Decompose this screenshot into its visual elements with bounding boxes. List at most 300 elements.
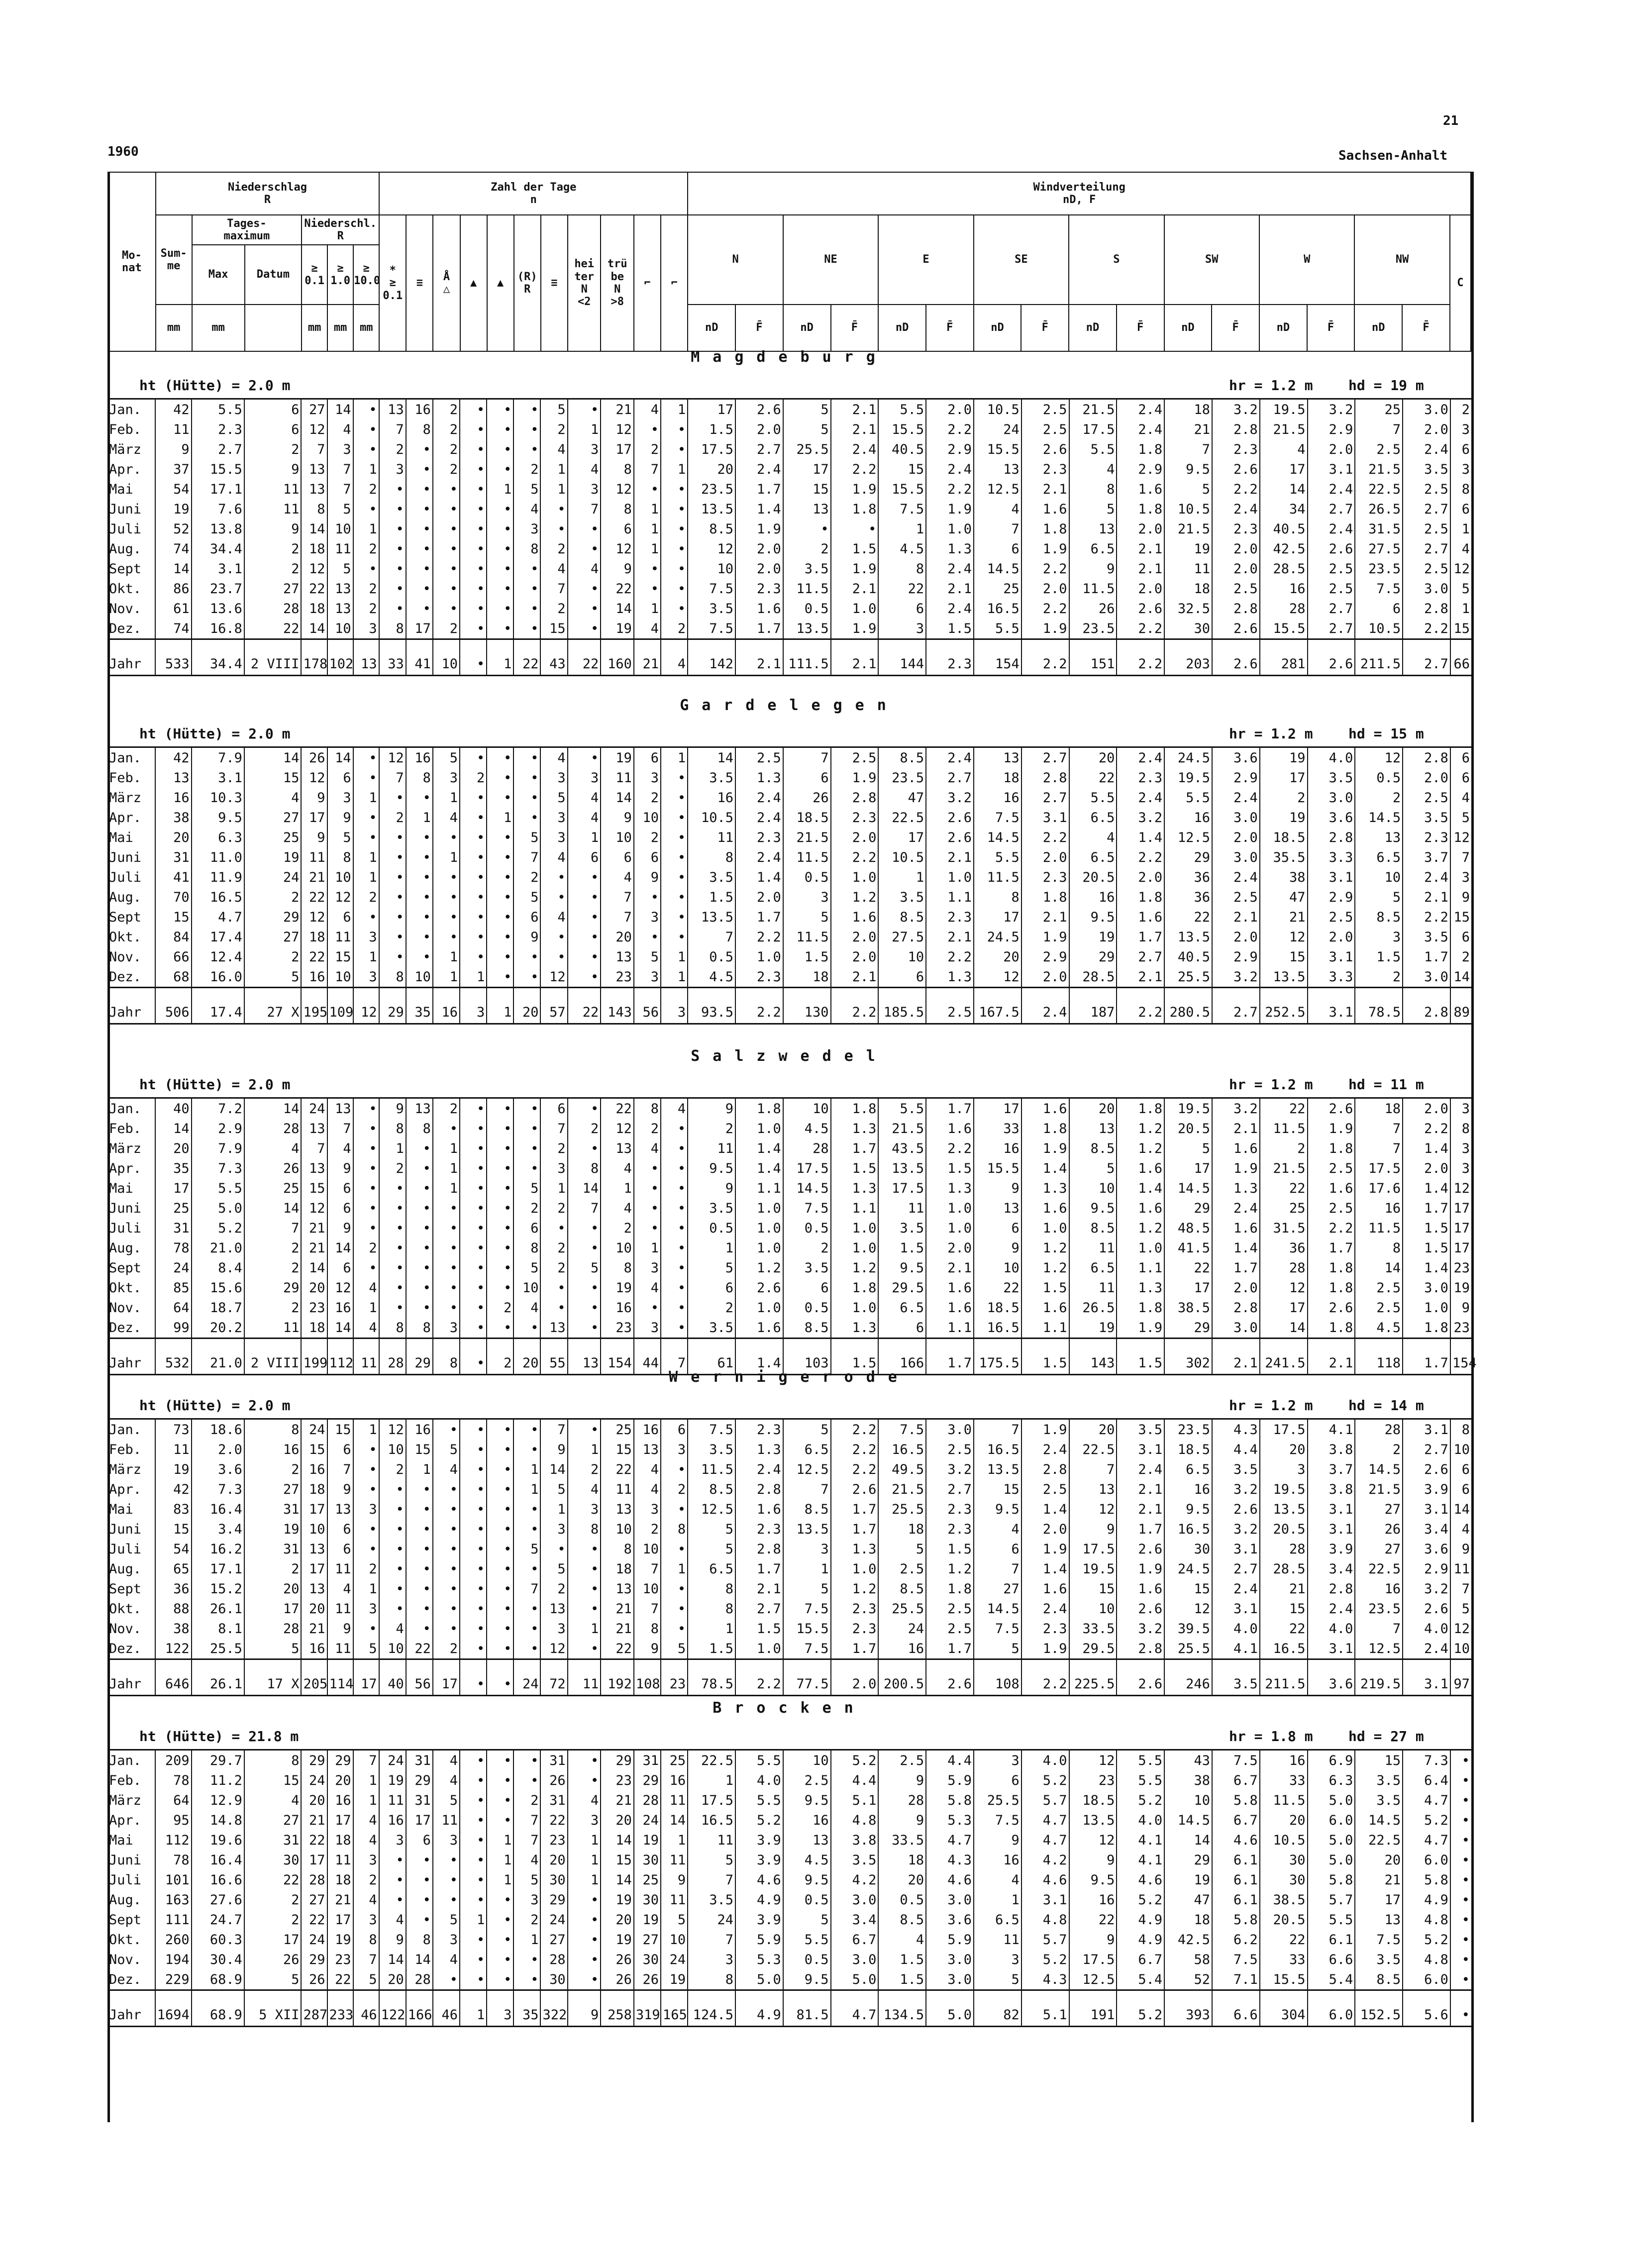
table-cell: 154 (1450, 1339, 1471, 1375)
table-cell: 2.8 (1308, 827, 1355, 847)
table-cell: • (487, 827, 513, 847)
table-cell: 2 (568, 1119, 601, 1138)
table-cell: 12.5 (688, 1499, 735, 1519)
table-cell: 2.4 (926, 459, 974, 479)
table-cell: • (1450, 1910, 1471, 1930)
table-cell: 2.4 (1117, 788, 1164, 808)
header-trube: trü be N >8 (601, 215, 634, 351)
table-cell: 2.4 (926, 747, 974, 768)
table-cell: 2 (353, 539, 379, 559)
table-cell: 4 (353, 1830, 379, 1850)
table-cell: • (487, 1278, 513, 1298)
table-cell: 3 (353, 619, 379, 639)
table-cell: • (433, 1559, 460, 1579)
header-unit-r01: mm (302, 305, 327, 351)
table-row (107, 1659, 1471, 1696)
table-cell: 27.5 (1355, 539, 1403, 559)
table-cell: 7.5 (1355, 1930, 1403, 1950)
table-cell: 2 (433, 439, 460, 459)
table-cell: 2.0 (1212, 539, 1260, 559)
table-cell: • (540, 887, 567, 907)
table-cell: 40.5 (878, 439, 926, 459)
table-cell: 1.6 (1117, 1158, 1164, 1178)
table-cell: 12 (1355, 747, 1403, 768)
table-cell: • (661, 887, 688, 907)
table-cell: 2.1 (1117, 539, 1164, 559)
table-cell: 11.5 (783, 927, 831, 947)
table-cell: • (353, 1098, 379, 1119)
table-cell: 6.5 (1069, 539, 1117, 559)
table-cell: 2.6 (1117, 1599, 1164, 1619)
table-cell: 3.4 (192, 1519, 244, 1539)
table-cell: 2.2 (1403, 619, 1450, 639)
table-cell: 3 (1450, 1138, 1471, 1158)
table-cell: • (460, 1198, 487, 1218)
table-cell: 154 (974, 639, 1021, 676)
table-cell: 1 (353, 1298, 379, 1318)
table-cell: 26 (301, 1969, 327, 1990)
table-cell: 4 (974, 1870, 1021, 1890)
table-cell: 7 (661, 1339, 688, 1375)
table-cell: 13.5 (783, 1519, 831, 1539)
table-cell: 1.7 (831, 1499, 879, 1519)
table-cell: • (406, 947, 433, 967)
table-cell: 22 (327, 1969, 353, 1990)
table-cell: • (1450, 1810, 1471, 1830)
month-label: Juni (109, 1521, 142, 1537)
table-cell: 1 (661, 947, 688, 967)
table-cell: • (661, 847, 688, 867)
table-cell: 4.0 (735, 1770, 783, 1790)
table-cell: 1.3 (831, 1119, 879, 1138)
table-cell: 5.7 (1021, 1930, 1069, 1950)
table-cell: 506 (155, 988, 192, 1024)
table-cell: • (661, 1499, 688, 1519)
table-cell: 5 (433, 1910, 460, 1930)
table-cell: 1.5 (926, 1539, 974, 1559)
table-cell: 11.0 (192, 847, 244, 867)
table-cell: 14.5 (1164, 1178, 1212, 1198)
table-cell: 1.4 (1403, 1178, 1450, 1198)
table-cell: 17.6 (1355, 1178, 1403, 1198)
table-cell: 5 (244, 967, 302, 988)
table-cell: 25 (1260, 1198, 1308, 1218)
table-cell: 2.8 (831, 788, 879, 808)
table-cell: 20.5 (1164, 1119, 1212, 1138)
table-cell: • (487, 1910, 513, 1930)
table-cell: 2.3 (1212, 439, 1260, 459)
table-cell: 2.5 (1355, 1298, 1403, 1318)
table-cell: 13.8 (192, 519, 244, 539)
table-cell: 1.4 (735, 1158, 783, 1178)
table-cell: 2.2 (1403, 907, 1450, 927)
table-cell: 16.5 (1260, 1639, 1308, 1659)
table-cell: 20 (688, 459, 735, 479)
table-cell: 2.2 (831, 1440, 879, 1459)
table-cell: 2.7 (926, 1479, 974, 1499)
table-cell: 6 (568, 847, 601, 867)
table-cell: 6.3 (192, 827, 244, 847)
table-cell: • (379, 1178, 406, 1198)
table-cell: 3.5 (688, 768, 735, 788)
table-cell: 9 (634, 867, 661, 887)
table-cell: 13 (353, 639, 379, 676)
table-cell: • (487, 1619, 513, 1639)
table-cell: 2.2 (1403, 1119, 1450, 1138)
table-cell: 35 (513, 1990, 540, 2027)
table-cell: 19.5 (1164, 1098, 1212, 1119)
table-cell: • (487, 947, 513, 967)
table-cell: 4.8 (1021, 1910, 1069, 1930)
table-cell: 6 (244, 399, 302, 420)
table-cell: 4 (540, 847, 567, 867)
table-cell: • (433, 1969, 460, 1990)
table-cell: 2.5 (1021, 1479, 1069, 1499)
header-dir-e: E (878, 215, 973, 305)
table-cell: 8 (379, 967, 406, 988)
table-row (107, 1119, 1471, 1138)
table-cell: 25.5 (192, 1639, 244, 1659)
table-cell: 20 (540, 1850, 567, 1870)
table-cell: 1.6 (735, 1318, 783, 1339)
table-cell: 30 (540, 1870, 567, 1890)
header-f: F̄ (1307, 305, 1355, 351)
table-cell: 64 (155, 1790, 192, 1810)
table-cell: 17 X (244, 1659, 302, 1696)
table-cell: • (487, 967, 513, 988)
table-cell: • (568, 1238, 601, 1258)
table-cell: 24 (974, 419, 1021, 439)
table-cell: 1 (460, 967, 487, 988)
table-cell: 19 (1069, 1318, 1117, 1339)
table-row (107, 1639, 1471, 1659)
table-cell: 229 (155, 1969, 192, 1990)
table-cell: 6 (634, 847, 661, 867)
table-cell: • (406, 1910, 433, 1930)
table-cell: 12 (540, 967, 567, 988)
table-cell: 23.5 (688, 479, 735, 499)
table-cell: 31.5 (1355, 519, 1403, 539)
table-row (107, 579, 1471, 599)
table-cell: 12 (301, 559, 327, 579)
header-max: Max (192, 245, 245, 305)
table-cell: 3.5 (1212, 1459, 1260, 1479)
table-cell: 3.6 (1308, 1659, 1355, 1696)
table-cell: 3 (568, 768, 601, 788)
table-cell: 4 (1450, 788, 1471, 808)
table-cell: • (460, 1969, 487, 1990)
table-cell: 21 (301, 1810, 327, 1830)
table-cell: 6.7 (1212, 1810, 1260, 1830)
month-label: Jan. (109, 1101, 142, 1117)
table-cell: 1 (487, 639, 513, 676)
table-cell: 1 (568, 1619, 601, 1639)
table-cell: 9 (1450, 1298, 1471, 1318)
header-dir-n: N (688, 215, 783, 305)
table-cell: • (1450, 1950, 1471, 1969)
table-cell: 3.2 (1212, 399, 1260, 420)
table-cell: 7.5 (878, 499, 926, 519)
table-cell: 6 (601, 519, 634, 539)
table-row (107, 1619, 1471, 1639)
table-cell: • (406, 1218, 433, 1238)
table-cell: 16 (974, 788, 1021, 808)
table-cell: • (406, 1479, 433, 1499)
table-cell: 3 (433, 768, 460, 788)
table-cell: 5.5 (735, 1750, 783, 1771)
table-cell: 2.6 (1308, 539, 1355, 559)
table-cell: 111.5 (783, 639, 831, 676)
table-cell: 17 (301, 808, 327, 827)
table-cell: 3.9 (1308, 1539, 1355, 1559)
table-cell: 9.5 (1069, 907, 1117, 927)
table-cell: 6.6 (1308, 1950, 1355, 1969)
table-cell: 4.5 (1355, 1318, 1403, 1339)
month-label: Jan. (109, 1422, 142, 1438)
table-row (107, 1890, 1471, 1910)
table-cell: 2 (433, 399, 460, 420)
table-cell: 2.4 (1212, 1579, 1260, 1599)
table-cell: • (353, 747, 379, 768)
table-cell: 16.5 (974, 599, 1021, 619)
table-cell: 2.3 (1212, 519, 1260, 539)
table-row (107, 747, 1471, 768)
table-cell: 4 (661, 1098, 688, 1119)
table-cell: 2.6 (926, 808, 974, 827)
table-cell: 4 (433, 1770, 460, 1790)
table-cell: 27 (1355, 1539, 1403, 1559)
table-cell: 9 (327, 1479, 353, 1499)
table-row (107, 988, 1471, 1024)
table-cell: 3 (1260, 1459, 1308, 1479)
table-cell: 5 (1450, 1599, 1471, 1619)
table-cell: 5 (540, 399, 567, 420)
table-cell: • (487, 1519, 513, 1539)
table-cell: 15 (1260, 947, 1308, 967)
table-cell: 1.0 (735, 1218, 783, 1238)
table-cell: 18.5 (783, 808, 831, 827)
table-cell: 18.5 (974, 1298, 1021, 1318)
table-cell: • (513, 1950, 540, 1969)
table-cell: 2.6 (1117, 599, 1164, 619)
table-cell: 4 (601, 1158, 634, 1178)
month-label: Apr. (109, 1160, 142, 1176)
table-cell: 42.5 (1164, 1930, 1212, 1950)
table-cell: • (460, 1870, 487, 1890)
table-cell: 2.7 (735, 1599, 783, 1619)
table-cell: 20.5 (1260, 1519, 1308, 1539)
table-cell: • (460, 1579, 487, 1599)
table-cell: • (460, 1599, 487, 1619)
table-cell: 2.8 (735, 1539, 783, 1559)
table-cell: • (433, 539, 460, 559)
table-cell: 4 (601, 1198, 634, 1218)
table-cell: 4 (433, 1750, 460, 1771)
table-cell: 4 (1260, 439, 1308, 459)
table-cell: 281 (1260, 639, 1308, 676)
table-cell: • (568, 1910, 601, 1930)
table-cell: 1.3 (1117, 1278, 1164, 1298)
table-cell: 1 (568, 827, 601, 847)
table-cell: 15 (1069, 1579, 1117, 1599)
table-cell: 10 (379, 1440, 406, 1459)
table-cell: 12 (601, 479, 634, 499)
table-cell: 2.3 (926, 907, 974, 927)
table-cell: • (460, 1850, 487, 1870)
table-cell: 35 (155, 1158, 192, 1178)
table-cell: 2.5 (1403, 479, 1450, 499)
table-cell: • (661, 1218, 688, 1238)
month-label: Feb. (109, 1121, 142, 1136)
table-cell: 3 (540, 1619, 567, 1639)
table-cell: 21.5 (1260, 1158, 1308, 1178)
table-cell: 41 (155, 867, 192, 887)
station-hd: hd = 15 m (1348, 725, 1424, 742)
table-cell: 2.1 (1212, 907, 1260, 927)
table-cell: 17 (353, 1659, 379, 1696)
table-cell: 14 (601, 1870, 634, 1890)
table-cell: 4 (513, 1850, 540, 1870)
table-cell: 1.8 (1308, 1138, 1355, 1158)
table-cell: 1.3 (1212, 1178, 1260, 1198)
table-cell: 2.7 (1308, 619, 1355, 639)
table-cell: 2.7 (1212, 1559, 1260, 1579)
table-cell: 8.5 (688, 519, 735, 539)
table-cell: • (353, 1138, 379, 1158)
table-cell: 280.5 (1164, 988, 1212, 1024)
table-cell: 3.1 (1308, 1499, 1355, 1519)
table-cell: 1 (406, 1459, 433, 1479)
table-cell: 2.0 (1212, 559, 1260, 579)
table-cell: 1 (353, 1579, 379, 1599)
table-cell: 7.5 (974, 1810, 1021, 1830)
table-cell: 1.0 (831, 599, 879, 619)
table-cell: 22 (244, 619, 302, 639)
table-cell: 2.0 (1117, 579, 1164, 599)
table-cell: 18 (878, 1850, 926, 1870)
table-cell: 5 (244, 1969, 302, 1990)
table-cell: 22.5 (1069, 1440, 1117, 1459)
table-cell: 3 (540, 768, 567, 788)
table-cell: 11.5 (1069, 579, 1117, 599)
table-cell: 2.1 (1117, 559, 1164, 579)
table-cell: 14 (540, 1459, 567, 1479)
table-cell: • (460, 1238, 487, 1258)
table-cell: 21.5 (1355, 1479, 1403, 1499)
table-cell: 2.4 (1308, 479, 1355, 499)
table-cell: 5.8 (1308, 1870, 1355, 1890)
table-cell: 2.4 (926, 559, 974, 579)
table-cell: • (568, 1770, 601, 1790)
table-cell: 4.4 (1212, 1440, 1260, 1459)
table-cell: 0.5 (783, 1950, 831, 1969)
station-name: Brocken (713, 1699, 866, 1717)
table-row (107, 907, 1471, 927)
table-cell: 18.5 (1164, 1440, 1212, 1459)
table-cell: 13 (634, 1440, 661, 1459)
table-cell: 3 (1450, 867, 1471, 887)
table-cell: 17 (301, 1499, 327, 1519)
table-cell: • (353, 399, 379, 420)
table-cell: 3.2 (1212, 1098, 1260, 1119)
table-cell: 78.5 (1355, 988, 1403, 1024)
table-cell: 18 (974, 768, 1021, 788)
table-cell: 4.7 (926, 1830, 974, 1850)
table-cell: 1.9 (1021, 619, 1069, 639)
table-cell: 11 (688, 1830, 735, 1850)
table-cell: 17 (244, 1930, 302, 1950)
table-cell: 3 (353, 927, 379, 947)
table-cell: 3.2 (1117, 808, 1164, 827)
table-cell: • (487, 1138, 513, 1158)
station-name: Magdeburg (691, 348, 888, 366)
table-cell: 17 (974, 1098, 1021, 1119)
table-cell: 4.7 (1403, 1830, 1450, 1850)
table-cell: 9.5 (688, 1158, 735, 1178)
table-cell: 68.9 (192, 1969, 244, 1990)
table-cell: • (661, 788, 688, 808)
table-cell: 1.0 (926, 519, 974, 539)
table-cell: 2.5 (926, 1599, 974, 1619)
table-cell: • (406, 539, 433, 559)
table-cell: 1 (353, 519, 379, 539)
table-cell: 1.7 (831, 1639, 879, 1659)
table-cell: • (406, 1559, 433, 1579)
table-cell: 11 (433, 1810, 460, 1830)
table-cell: 5 (1450, 579, 1471, 599)
table-cell: 17 (1450, 1198, 1471, 1218)
table-cell: 6 (1450, 439, 1471, 459)
table-cell: 12 (1069, 1830, 1117, 1850)
table-cell: 1.8 (1117, 499, 1164, 519)
table-cell: • (540, 1539, 567, 1559)
table-cell: 8 (974, 887, 1021, 907)
table-cell: 1.5 (831, 1158, 879, 1178)
table-cell: 20 (1069, 1419, 1117, 1440)
table-cell: 5 (634, 947, 661, 967)
table-cell: 1.6 (1021, 1098, 1069, 1119)
table-cell: 13 (301, 459, 327, 479)
table-cell: 12.4 (192, 947, 244, 967)
table-cell: • (634, 1178, 661, 1198)
table-cell: 1 (661, 1830, 688, 1850)
table-cell: 1.7 (1403, 1339, 1450, 1375)
station-hd: hd = 19 m (1348, 377, 1424, 394)
table-cell: 0.5 (783, 1218, 831, 1238)
table-cell: • (487, 1258, 513, 1278)
table-cell: 2.4 (1212, 867, 1260, 887)
table-cell: 5 (353, 1969, 379, 1990)
table-cell: 2.5 (1021, 399, 1069, 420)
table-cell: 4.0 (1308, 747, 1355, 768)
table-cell: 167.5 (974, 988, 1021, 1024)
table-cell: 7 (327, 1119, 353, 1138)
table-cell: 20 (155, 827, 192, 847)
table-cell: 5.5 (878, 399, 926, 420)
header-datum: Datum (245, 245, 302, 305)
table-cell: 2.0 (192, 1440, 244, 1459)
table-cell: • (487, 747, 513, 768)
table-cell: 21.5 (878, 1479, 926, 1499)
table-cell: 4 (568, 1479, 601, 1499)
table-cell: 13.5 (1069, 1810, 1117, 1830)
table-cell: 58 (1164, 1950, 1212, 1969)
table-cell: • (487, 1158, 513, 1178)
header-nd: nD (688, 305, 735, 351)
table-cell: 4 (379, 1910, 406, 1930)
table-cell: 23 (661, 1659, 688, 1696)
table-cell: 3 (353, 1499, 379, 1519)
